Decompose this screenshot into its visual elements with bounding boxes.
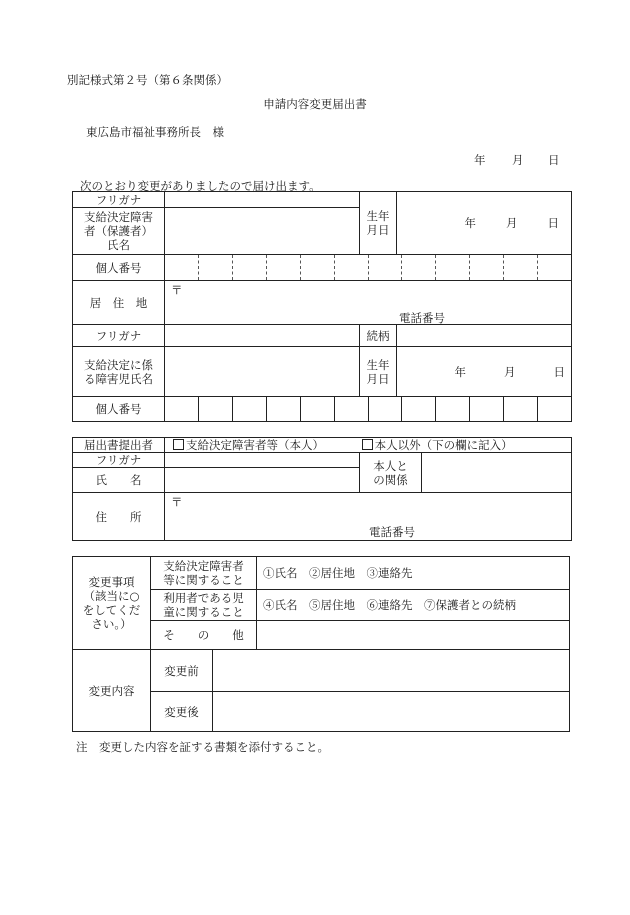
postal-mark: 〒 xyxy=(171,495,183,509)
after-label: 変更後 xyxy=(151,692,213,732)
before-label: 変更前 xyxy=(151,650,213,692)
submitter-label: 届出書提出者 xyxy=(73,438,165,453)
postal-mark: 〒 xyxy=(171,283,183,297)
relation-to-self-label: 本人と の関係 xyxy=(360,453,422,493)
residence-label: 居 住 地 xyxy=(73,281,165,325)
date-year-label: 年 xyxy=(474,153,486,167)
category-other-field[interactable] xyxy=(257,621,570,650)
change-items-label: 変更事項 （該当に○ をしてくだ さい。） xyxy=(73,557,151,650)
after-field[interactable] xyxy=(213,692,570,732)
category-other-label: そ の 他 xyxy=(151,621,257,650)
option-other[interactable]: 本人以外（下の欄に記入） xyxy=(362,438,513,452)
phone-label: 電話番号 xyxy=(369,525,415,539)
child-furigana-label: フリガナ xyxy=(73,325,165,347)
before-field[interactable] xyxy=(213,650,570,692)
checkbox-icon xyxy=(362,439,373,450)
change-content-label: 変更内容 xyxy=(73,650,151,732)
child-furigana-field[interactable] xyxy=(165,325,360,347)
footer-note: 注 変更した内容を証する書類を添付すること。 xyxy=(76,740,329,754)
submitter-name-label: 氏 名 xyxy=(73,468,165,493)
category-child-options[interactable]: ④氏名 ⑤居住地 ⑥連絡先 ⑦保護者との続柄 xyxy=(257,590,570,621)
applicant-name-field[interactable] xyxy=(165,208,360,255)
individual-number-label: 個人番号 xyxy=(73,255,165,281)
birthdate-field[interactable]: 年 月 日 xyxy=(397,192,572,255)
child-name-label: 支給決定に係 る障害児氏名 xyxy=(73,347,165,397)
submitter-furigana-field[interactable] xyxy=(165,453,360,468)
relationship-field[interactable] xyxy=(397,325,572,347)
option-self[interactable]: 支給決定障害者等（本人） xyxy=(173,438,324,452)
submitter-address-label: 住 所 xyxy=(73,493,165,541)
submitter-name-field[interactable] xyxy=(165,468,360,493)
category-applicant-options[interactable]: ①氏名 ②居住地 ③連絡先 xyxy=(257,557,570,590)
category-child-label: 利用者である児 童に関すること xyxy=(151,590,257,621)
submitter-furigana-label: フリガナ xyxy=(73,453,165,468)
relationship-label: 続柄 xyxy=(360,325,397,347)
relation-to-self-field[interactable] xyxy=(422,453,572,493)
changes-table xyxy=(72,556,570,732)
addressee: 東広島市福祉事務所長 様 xyxy=(86,125,224,139)
date-month-label: 月 xyxy=(512,153,524,167)
applicant-name-label: 支給決定障害 者（保護者） 氏名 xyxy=(73,208,165,255)
child-birthdate-field[interactable]: 年 月 日 xyxy=(397,347,572,397)
furigana-field[interactable] xyxy=(165,192,360,208)
birthdate-label: 生年 月日 xyxy=(360,192,397,255)
phone-label: 電話番号 xyxy=(399,311,445,325)
child-name-field[interactable] xyxy=(165,347,360,397)
checkbox-icon xyxy=(173,439,184,450)
form-number: 別記様式第２号（第６条関係） xyxy=(67,73,228,87)
child-individual-number-label: 個人番号 xyxy=(73,397,165,422)
submitter-address-field[interactable] xyxy=(165,493,572,541)
category-applicant-label: 支給決定障害者 等に関すること xyxy=(151,557,257,590)
individual-number-field[interactable] xyxy=(165,255,572,281)
form-title: 申請内容変更届出書 xyxy=(263,97,367,111)
child-individual-number-field[interactable] xyxy=(165,397,572,422)
submitter-table xyxy=(72,437,572,541)
applicant-table xyxy=(72,191,572,422)
date-day-label: 日 xyxy=(548,153,560,167)
submitter-options xyxy=(165,438,572,453)
intro-text: 次のとおり変更がありましたので届け出ます。 xyxy=(80,179,321,193)
residence-field[interactable] xyxy=(165,281,572,325)
child-birthdate-label: 生年 月日 xyxy=(360,347,397,397)
furigana-label: フリガナ xyxy=(73,192,165,208)
